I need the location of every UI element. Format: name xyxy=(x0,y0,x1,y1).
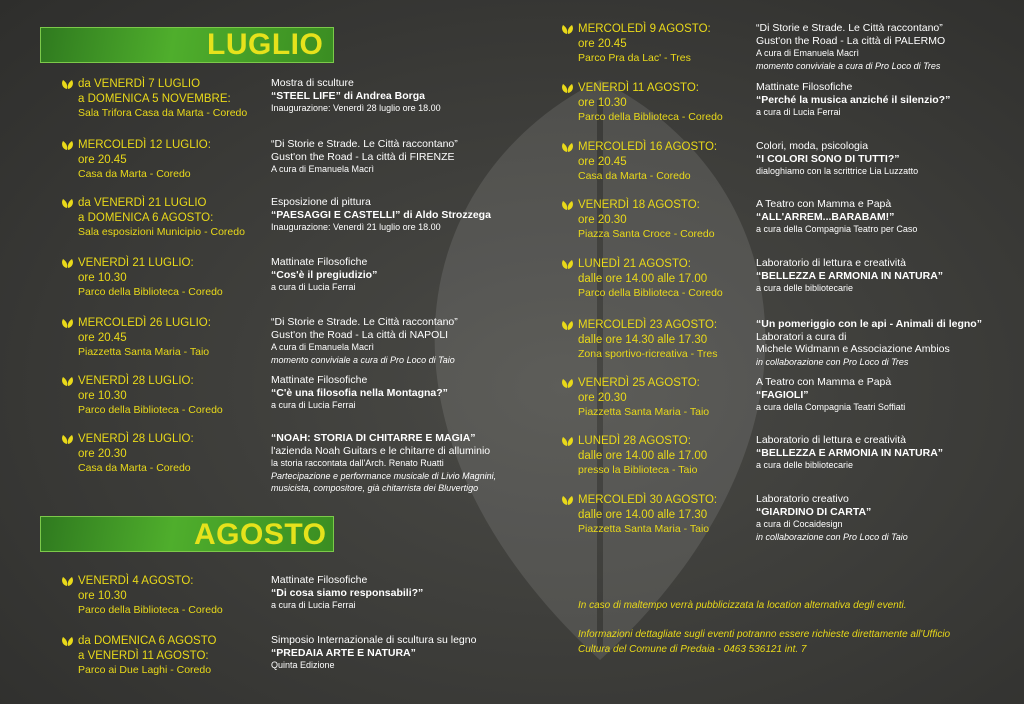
event-credit: a cura di Lucia Ferrai xyxy=(271,400,356,410)
event-credit: Quinta Edizione xyxy=(271,660,335,670)
event-date-line: ore 20.45 xyxy=(78,153,127,166)
event-date-line: MERCOLEDÌ 12 LUGLIO: xyxy=(78,139,211,151)
event-date-line: a DOMENICA 5 NOVEMBRE: xyxy=(78,92,231,105)
event-location: Casa da Marta - Coredo xyxy=(78,168,191,180)
event-date xyxy=(78,432,194,476)
event-description xyxy=(756,257,943,295)
event-credit: a cura delle bibliotecarie xyxy=(756,460,854,470)
footer-note-info: Informazioni dettagliate sugli eventi potranno essere richieste direttamente all'Ufficio xyxy=(578,629,951,640)
event-credit: a cura delle bibliotecarie xyxy=(756,283,854,293)
event-description xyxy=(271,574,423,612)
event-date-line: ore 20.45 xyxy=(578,155,627,168)
event-subtitle: Mattinate Filosofiche xyxy=(756,81,853,93)
leaf-bullet-icon xyxy=(61,140,74,151)
event-subtitle: Laboratori a cura di xyxy=(756,330,847,343)
event-date-line: ore 20.30 xyxy=(578,213,627,226)
event-date-line: ore 10.30 xyxy=(578,96,627,109)
event-description xyxy=(756,318,982,368)
event-credit: la storia raccontata dall'Arch. Renato Ruatti xyxy=(271,458,444,468)
event-location: Parco della Biblioteca - Coredo xyxy=(78,604,223,616)
luglio-heading: LUGLIO xyxy=(207,28,324,61)
footer-note-weather: In caso di maltempo verrà pubblicizzata la location alternativa degli eventi. xyxy=(578,600,907,611)
event-date-line: MERCOLEDÌ 26 LUGLIO: xyxy=(78,317,211,329)
event-location: presso la Biblioteca - Taio xyxy=(578,464,698,476)
event-date-line: VENERDÌ 28 LUGLIO: xyxy=(78,375,194,387)
event-date-line: a DOMENICA 6 AGOSTO: xyxy=(78,211,214,224)
event-date-line: ore 10.30 xyxy=(78,389,127,402)
event-headline: Gust'on the Road - La città di FIRENZE xyxy=(271,150,455,163)
event-note: momento conviviale a cura di Pro Loco di Taio xyxy=(271,354,455,365)
event-description xyxy=(756,198,917,236)
event-location: Piazzetta Santa Maria - Taio xyxy=(78,346,210,358)
event-subtitle: Laboratorio di lettura e creatività xyxy=(756,434,906,446)
event-headline: Michele Widmann e Associazione Ambios xyxy=(756,343,950,355)
event-location: Parco della Biblioteca - Coredo xyxy=(78,404,223,416)
event-subtitle: Esposizione di pittura xyxy=(271,196,371,208)
leaf-bullet-icon xyxy=(61,198,74,209)
event-date-line: MERCOLEDÌ 9 AGOSTO: xyxy=(578,23,711,35)
event-subtitle: Mattinate Filosofiche xyxy=(271,256,368,268)
leaf-bullet-icon xyxy=(561,200,574,211)
event-date-line: VENERDÌ 4 AGOSTO: xyxy=(78,575,194,587)
leaf-bullet-icon xyxy=(61,636,74,647)
event-date xyxy=(578,376,709,420)
event-date-line: dalle ore 14.30 alle 17.30 xyxy=(578,333,708,346)
event-title: “PAESAGGI E CASTELLI” di Aldo Strozzega xyxy=(271,208,491,221)
event-date xyxy=(78,77,247,121)
leaf-bullet-icon xyxy=(61,258,74,269)
event-subtitle: Laboratorio creativo xyxy=(756,493,849,505)
event-title: “PREDAIA ARTE E NATURA” xyxy=(271,646,416,659)
event-description xyxy=(756,81,950,119)
event-date xyxy=(78,574,223,618)
event-credit: a cura di Lucia Ferrai xyxy=(271,600,356,610)
event-date-line: VENERDÌ 28 LUGLIO: xyxy=(78,433,194,445)
event-description xyxy=(756,376,905,414)
event-date-line: ore 20.30 xyxy=(78,447,127,460)
event-subtitle: Laboratorio di lettura e creatività xyxy=(756,257,906,269)
leaf-bullet-icon xyxy=(61,576,74,587)
event-date-line: ore 10.30 xyxy=(78,589,127,602)
event-credit: a cura di Lucia Ferrai xyxy=(756,107,841,117)
event-headline: Gust'on the Road - La città di PALERMO xyxy=(756,34,946,47)
event-location: Parco Pra da Lac' - Tres xyxy=(578,52,691,64)
leaf-bullet-icon xyxy=(561,495,574,506)
leaf-bullet-icon xyxy=(561,436,574,447)
event-title: “STEEL LIFE” di Andrea Borga xyxy=(271,89,426,102)
event-subtitle: Mostra di sculture xyxy=(271,77,354,89)
footer-note-contact: Cultura del Comune di Predaia - 0463 536121 int. 7 xyxy=(578,644,807,655)
event-date xyxy=(578,493,717,537)
event-date-line: da VENERDÌ 21 LUGLIO xyxy=(78,197,207,209)
event-title: “Un pomeriggio con le api - Animali di legno” xyxy=(756,318,982,330)
leaf-bullet-icon xyxy=(561,378,574,389)
event-title: “ALL'ARREM...BARABAM!” xyxy=(756,210,895,223)
event-location: Sala Trifora Casa da Marta - Coredo xyxy=(78,107,248,119)
event-date-line: ore 20.45 xyxy=(78,331,127,344)
event-date xyxy=(78,138,211,182)
event-note: in collaborazione con Pro Loco di Tres xyxy=(756,356,909,367)
event-date-line: a VENERDÌ 11 AGOSTO: xyxy=(78,649,209,662)
event-date-line: VENERDÌ 25 AGOSTO: xyxy=(578,377,700,389)
event-title: “FAGIOLI” xyxy=(756,388,809,401)
event-date xyxy=(78,256,223,300)
event-description xyxy=(756,493,908,543)
event-description xyxy=(756,434,943,472)
event-credit: dialoghiamo con la scrittrice Lia Luzzatto xyxy=(756,166,919,176)
event-date-line: MERCOLEDÌ 16 AGOSTO: xyxy=(578,141,718,153)
event-description xyxy=(271,316,458,366)
event-location: Parco della Biblioteca - Coredo xyxy=(578,111,723,123)
event-location: Piazzetta Santa Maria - Taio xyxy=(578,406,710,418)
event-headline: Gust'on the Road - La città di NAPOLI xyxy=(271,328,449,341)
event-credit: Inaugurazione: Venerdì 21 luglio ore 18.00 xyxy=(271,222,441,232)
event-location: Piazzetta Santa Maria - Taio xyxy=(578,523,710,535)
event-location: Casa da Marta - Coredo xyxy=(78,462,191,474)
event-date xyxy=(578,318,717,362)
event-note: momento conviviale a cura di Pro Loco di Tres xyxy=(756,60,941,71)
event-date-line: da VENERDÌ 7 LUGLIO xyxy=(78,78,201,90)
agosto-heading: AGOSTO xyxy=(194,518,327,551)
event-subtitle: Mattinate Filosofiche xyxy=(271,574,368,586)
event-location: Parco della Biblioteca - Coredo xyxy=(78,286,223,298)
leaf-bullet-icon xyxy=(61,376,74,387)
event-date-line: ore 20.45 xyxy=(578,37,627,50)
event-subtitle: l'azienda Noah Guitars e le chitarre di alluminio xyxy=(271,444,491,457)
leaf-bullet-icon xyxy=(561,83,574,94)
leaf-bullet-icon xyxy=(561,320,574,331)
event-location: Piazza Santa Croce - Coredo xyxy=(578,228,715,240)
event-date-line: da DOMENICA 6 AGOSTO xyxy=(78,635,217,647)
event-title: “Cos'è il pregiudizio” xyxy=(271,268,378,281)
event-credit: a cura della Compagnia Teatro per Caso xyxy=(756,224,918,234)
event-description xyxy=(271,138,458,176)
event-location: Zona sportivo-ricreativa - Tres xyxy=(578,348,718,360)
event-date xyxy=(78,374,223,418)
event-date xyxy=(578,257,723,301)
event-location: Parco della Biblioteca - Coredo xyxy=(578,287,723,299)
event-credit: A cura di Emanuela Macrì xyxy=(271,164,375,174)
event-date xyxy=(578,81,723,125)
event-subtitle: Colori, moda, psicologia xyxy=(756,140,869,152)
event-date xyxy=(78,316,211,360)
event-date xyxy=(578,198,715,242)
event-title: “BELLEZZA E ARMONIA IN NATURA” xyxy=(756,269,944,282)
event-location: Parco ai Due Laghi - Coredo xyxy=(78,664,212,676)
leaf-bullet-icon xyxy=(561,259,574,270)
event-date-line: MERCOLEDÌ 23 AGOSTO: xyxy=(578,319,718,331)
event-date xyxy=(78,196,245,240)
event-date xyxy=(78,634,216,678)
event-date-line: VENERDÌ 21 LUGLIO: xyxy=(78,257,194,269)
event-credit: A cura di Emanuela Macrì xyxy=(271,342,375,352)
event-subtitle: A Teatro con Mamma e Papà xyxy=(756,198,892,210)
event-title: “BELLEZZA E ARMONIA IN NATURA” xyxy=(756,446,944,459)
event-subtitle: Mattinate Filosofiche xyxy=(271,374,368,386)
event-description xyxy=(271,256,377,294)
event-date-line: VENERDÌ 11 AGOSTO: xyxy=(578,82,700,94)
event-note: musicista, compositore, già chitarrista dei Bluvertigo xyxy=(271,483,479,493)
event-credit: A cura di Emanuela Macrì xyxy=(756,48,860,58)
event-note: Partecipazione e performance musicale di Livio Magnini, xyxy=(271,470,497,481)
leaf-bullet-icon xyxy=(61,434,74,445)
event-date-line: ore 20.30 xyxy=(578,391,627,404)
event-date xyxy=(578,22,711,66)
event-subtitle: A Teatro con Mamma e Papà xyxy=(756,376,892,388)
event-title: “Di cosa siamo responsabili?” xyxy=(271,586,424,599)
event-location: Sala esposizioni Municipio - Coredo xyxy=(78,226,245,238)
leaf-bullet-icon xyxy=(561,24,574,35)
event-date xyxy=(578,140,717,184)
event-date-line: LUNEDÌ 28 AGOSTO: xyxy=(578,435,691,447)
event-date-line: dalle ore 14.00 alle 17.30 xyxy=(578,508,708,521)
leaf-bullet-icon xyxy=(61,318,74,329)
event-note: in collaborazione con Pro Loco di Taio xyxy=(756,531,908,542)
event-credit: Inaugurazione: Venerdì 28 luglio ore 18.00 xyxy=(271,103,441,113)
event-description xyxy=(756,140,918,178)
event-description xyxy=(271,634,476,672)
event-date-line: dalle ore 14.00 alle 17.00 xyxy=(578,272,708,285)
event-description xyxy=(271,77,441,115)
event-title: “NOAH: STORIA DI CHITARRE E MAGIA” xyxy=(271,432,476,444)
event-location: Casa da Marta - Coredo xyxy=(578,170,691,182)
event-credit: a cura di Cocaidesign xyxy=(756,519,843,529)
event-date-line: LUNEDÌ 21 AGOSTO: xyxy=(578,258,691,270)
event-subtitle: Simposio Internazionale di scultura su legno xyxy=(271,634,477,646)
leaf-bullet-icon xyxy=(61,79,74,90)
event-description xyxy=(271,196,491,234)
event-date xyxy=(578,434,707,478)
event-description xyxy=(271,432,496,495)
event-date-line: dalle ore 14.00 alle 17.00 xyxy=(578,449,708,462)
event-title: “GIARDINO DI CARTA” xyxy=(756,505,872,518)
event-date-line: ore 10.30 xyxy=(78,271,127,284)
event-subtitle: “Di Storie e Strade. Le Città raccontano” xyxy=(271,316,458,328)
event-title: “C'è una filosofia nella Montagna?” xyxy=(271,386,448,399)
event-date-line: MERCOLEDÌ 30 AGOSTO: xyxy=(578,494,718,506)
event-credit: a cura della Compagnia Teatri Soffiati xyxy=(756,402,906,412)
event-subtitle: “Di Storie e Strade. Le Città raccontano” xyxy=(756,22,943,34)
event-description xyxy=(756,22,945,72)
event-date-line: VENERDÌ 18 AGOSTO: xyxy=(578,199,700,211)
event-description xyxy=(271,374,448,412)
event-subtitle: “Di Storie e Strade. Le Città raccontano” xyxy=(271,138,458,150)
event-title: “I COLORI SONO DI TUTTI?” xyxy=(756,152,900,165)
event-title: “Perché la musica anziché il silenzio?” xyxy=(756,93,951,106)
leaf-bullet-icon xyxy=(561,142,574,153)
event-credit: a cura di Lucia Ferrai xyxy=(271,282,356,292)
